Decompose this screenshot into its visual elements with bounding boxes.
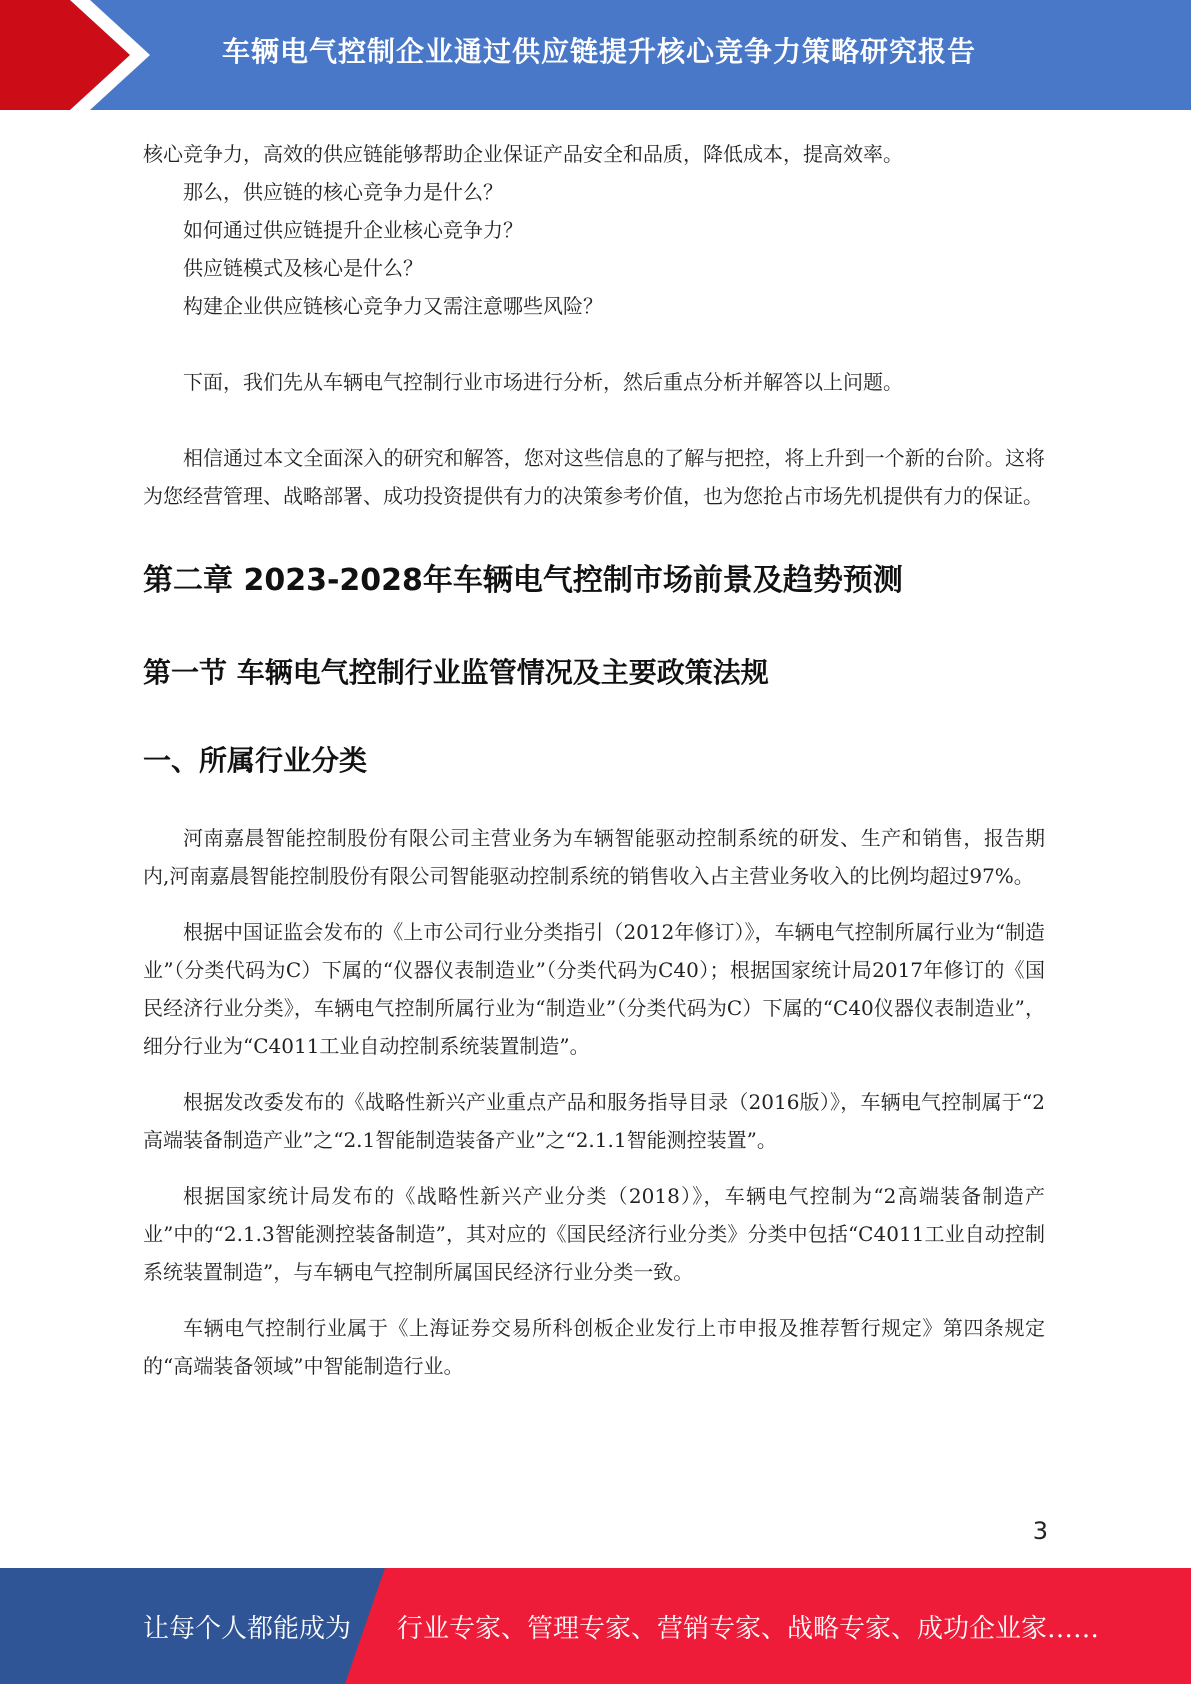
footer-slogan-right: 行业专家、管理专家、营销专家、战略专家、成功企业家……	[397, 1614, 1100, 1644]
question-4: 构建企业供应链核心竞争力又需注意哪些风险？	[183, 294, 603, 318]
page-header	[0, 0, 1191, 110]
subsection-title: 一、所属行业分类	[143, 744, 368, 777]
body-paragraph-4: 根据国家统计局发布的《战略性新兴产业分类（2018）》，车辆电气控制为“2高端装备制造产业”中的“2.1.3智能测控装备制造”，其对应的《国民经济行业分类》分类中包括“C4011工业自动控制系统装置制造”，与车辆电气控制所属国民经济行业分类一致。	[143, 1184, 1045, 1284]
intro-paragraph-2: 相信通过本文全面深入的研究和解答，您对这些信息的了解与把控，将上升到一个新的台阶。这将为您经营管理、战略部署、成功投资提供有力的决策参考价值，也为您抢占市场先机提供有力的保证。	[143, 446, 1045, 508]
page-footer	[0, 1568, 1191, 1684]
section-title: 第一节 车辆电气控制行业监管情况及主要政策法规	[143, 656, 769, 689]
body-paragraph-1: 河南嘉晨智能控制股份有限公司主营业务为车辆智能驱动控制系统的研发、生产和销售，报告期内,河南嘉晨智能控制股份有限公司智能驱动控制系统的销售收入占主营业务收入的比例均超过97%。	[143, 826, 1045, 888]
page-number: 3	[1032, 1517, 1048, 1545]
header-title: 车辆电气控制企业通过供应链提升核心竞争力策略研究报告	[222, 35, 977, 68]
chapter-title: 第二章 2023-2028年车辆电气控制市场前景及趋势预测	[143, 563, 903, 598]
question-3: 供应链模式及核心是什么？	[183, 256, 423, 280]
body-paragraph-3: 根据发改委发布的《战略性新兴产业重点产品和服务指导目录（2016版）》，车辆电气控制属于“2高端装备制造产业”之“2.1智能制造装备产业”之“2.1.1智能测控装置”。	[143, 1090, 1045, 1152]
question-2: 如何通过供应链提升企业核心竞争力？	[183, 218, 523, 242]
question-1: 那么，供应链的核心竞争力是什么？	[183, 180, 503, 204]
intro-line: 核心竞争力，高效的供应链能够帮助企业保证产品安全和品质，降低成本，提高效率。	[143, 142, 903, 166]
document-body	[143, 135, 1045, 1385]
intro-paragraph-1: 下面，我们先从车辆电气控制行业市场进行分析，然后重点分析并解答以上问题。	[183, 370, 903, 394]
footer-slogan-left: 让每个人都能成为	[143, 1614, 352, 1644]
body-paragraph-5: 车辆电气控制行业属于《上海证券交易所科创板企业发行上市申报及推荐暂行规定》第四条规定的“高端装备领域”中智能制造行业。	[143, 1316, 1045, 1378]
body-paragraph-2: 根据中国证监会发布的《上市公司行业分类指引（2012年修订）》，车辆电气控制所属行业为“制造业”（分类代码为C）下属的“仪器仪表制造业”（分类代码为C40）；根据国家统计局2017年修订的《国民经济行业分类》，车辆电气控制所属行业为“制造业”（分类代码为C）下属的“C40仪器仪表制造业”，细分行业为“C4011工业自动控制系统装置制造”。	[143, 920, 1045, 1058]
